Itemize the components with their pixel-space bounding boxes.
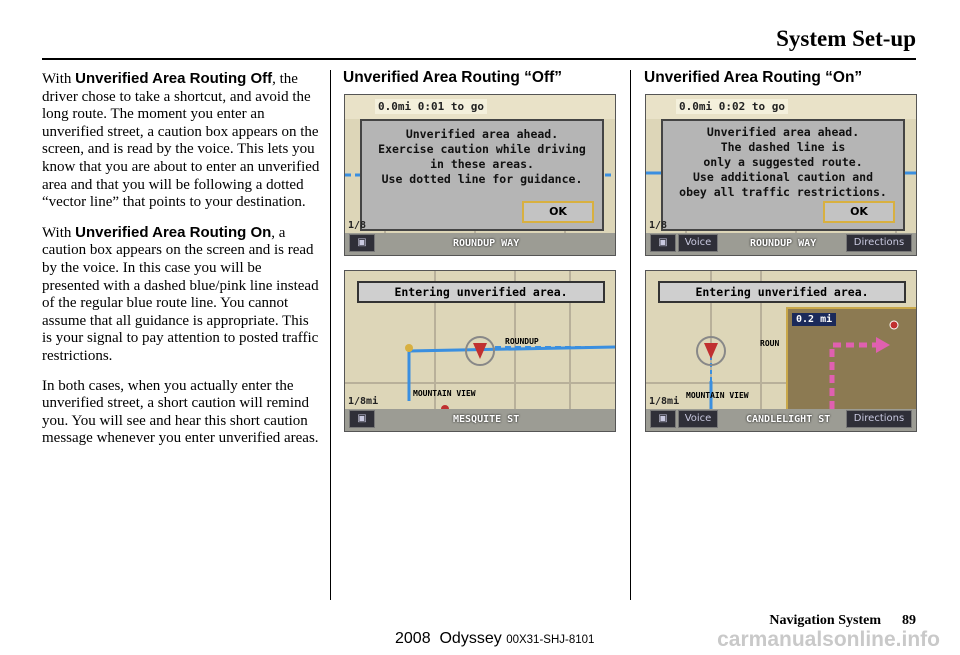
header-rule: [42, 58, 916, 60]
street-name: MESQUITE ST: [453, 414, 520, 425]
street-name: ROUNDUP WAY: [453, 238, 520, 249]
body-text-column: [42, 70, 320, 460]
entering-unverified-banner: Entering unverified area.: [357, 281, 605, 303]
map-scale: 1/8: [649, 220, 668, 231]
bottom-bar: [646, 409, 916, 431]
entering-unverified-banner: Entering unverified area.: [658, 281, 906, 303]
bottom-bar: [345, 233, 615, 255]
section-title: System Set-up: [776, 26, 916, 51]
map-label: ROUN: [760, 339, 780, 348]
watermark: carmanualsonline.info: [717, 628, 940, 651]
column-divider-2: [630, 70, 631, 600]
model-year: 2008: [395, 630, 431, 647]
map-label: ROUNDUP: [505, 337, 539, 346]
bottom-bar: [345, 409, 615, 431]
icon-button[interactable]: ▣: [650, 234, 676, 252]
ok-button[interactable]: OK: [522, 201, 594, 223]
directions-button[interactable]: Directions: [846, 234, 912, 252]
caution-dialog: [661, 119, 905, 231]
bottom-bar: [646, 233, 916, 255]
model-line: [395, 630, 594, 648]
ok-button[interactable]: OK: [823, 201, 895, 223]
model-name: Odyssey: [439, 630, 502, 647]
heading-routing-on: Unverified Area Routing “On”: [644, 69, 863, 86]
inset-distance: 0.2 mi: [792, 313, 836, 326]
icon-button[interactable]: ▣: [349, 410, 375, 428]
paragraph-routing-on: [42, 224, 320, 366]
directions-button[interactable]: Directions: [846, 410, 912, 428]
term-routing-off: Unverified Area Routing Off: [75, 70, 273, 87]
dialog-message: Unverified area ahead. The dashed line is only a suggested route. Use additional caution and obey all traffic restrictions.: [679, 125, 887, 199]
map-scale: 1/8mi: [649, 396, 680, 407]
street-name: ROUNDUP WAY: [750, 238, 817, 249]
paragraph-text: , the driver chose to take a shortcut, and avoid the long route. The moment you enter an unverified street, a caution box appears on the screen, and is read by the voice. This lets you know that you are about to enter an unverified area and that you will be following a dotted “vector line” that points to your destination.: [42, 71, 320, 211]
street-name: CANDLELIGHT ST: [746, 414, 831, 425]
prefix-text: With: [42, 71, 76, 87]
caution-dialog: [360, 119, 604, 231]
icon-button[interactable]: ▣: [349, 234, 375, 252]
paragraph-routing-off: [42, 70, 320, 212]
icon-button[interactable]: ▣: [650, 410, 676, 428]
map-label: MOUNTAIN VIEW: [686, 391, 749, 400]
prefix-text: With: [42, 224, 76, 241]
term-routing-on: Unverified Area Routing On: [75, 223, 272, 241]
page-number: 89: [902, 613, 916, 628]
model-code: 00X31-SHJ-8101: [506, 634, 595, 646]
voice-button[interactable]: Voice: [678, 234, 718, 252]
column-divider-1: [330, 70, 331, 600]
intersection-inset: [786, 307, 917, 411]
nav-screen-off-entering: [344, 270, 616, 432]
map-label: MOUNTAIN VIEW: [413, 389, 476, 398]
nav-screen-off-caution: [344, 94, 616, 256]
nav-screen-on-entering: [645, 270, 917, 432]
distance-readout: 0.0mi 0:02 to go: [676, 99, 788, 114]
dialog-message: Unverified area ahead. Exercise caution while driving in these areas. Use dotted line for guidance.: [378, 127, 586, 186]
paragraph-text: , a caution box appears on the screen and is read by the voice. In this case you will be presented with a dashed blue/pink line instead of the regular blue route line. You cannot assume that all guidance is appropriate. This is your signal to pay attention to posted traffic restrictions.: [42, 224, 319, 364]
heading-routing-off: Unverified Area Routing “Off”: [343, 69, 563, 86]
nav-screen-on-caution: [645, 94, 917, 256]
map-scale: 1/8mi: [348, 396, 379, 407]
footer-section-title: Navigation System: [769, 613, 881, 628]
paragraph-both-cases: In both cases, when you actually enter the unverified street, a short caution will remind you. You will see and hear this short caution message whenever you enter unverified areas.: [42, 377, 319, 447]
voice-button[interactable]: Voice: [678, 410, 718, 428]
map-scale: 1/8: [348, 220, 367, 231]
distance-readout: 0.0mi 0:01 to go: [375, 99, 487, 114]
